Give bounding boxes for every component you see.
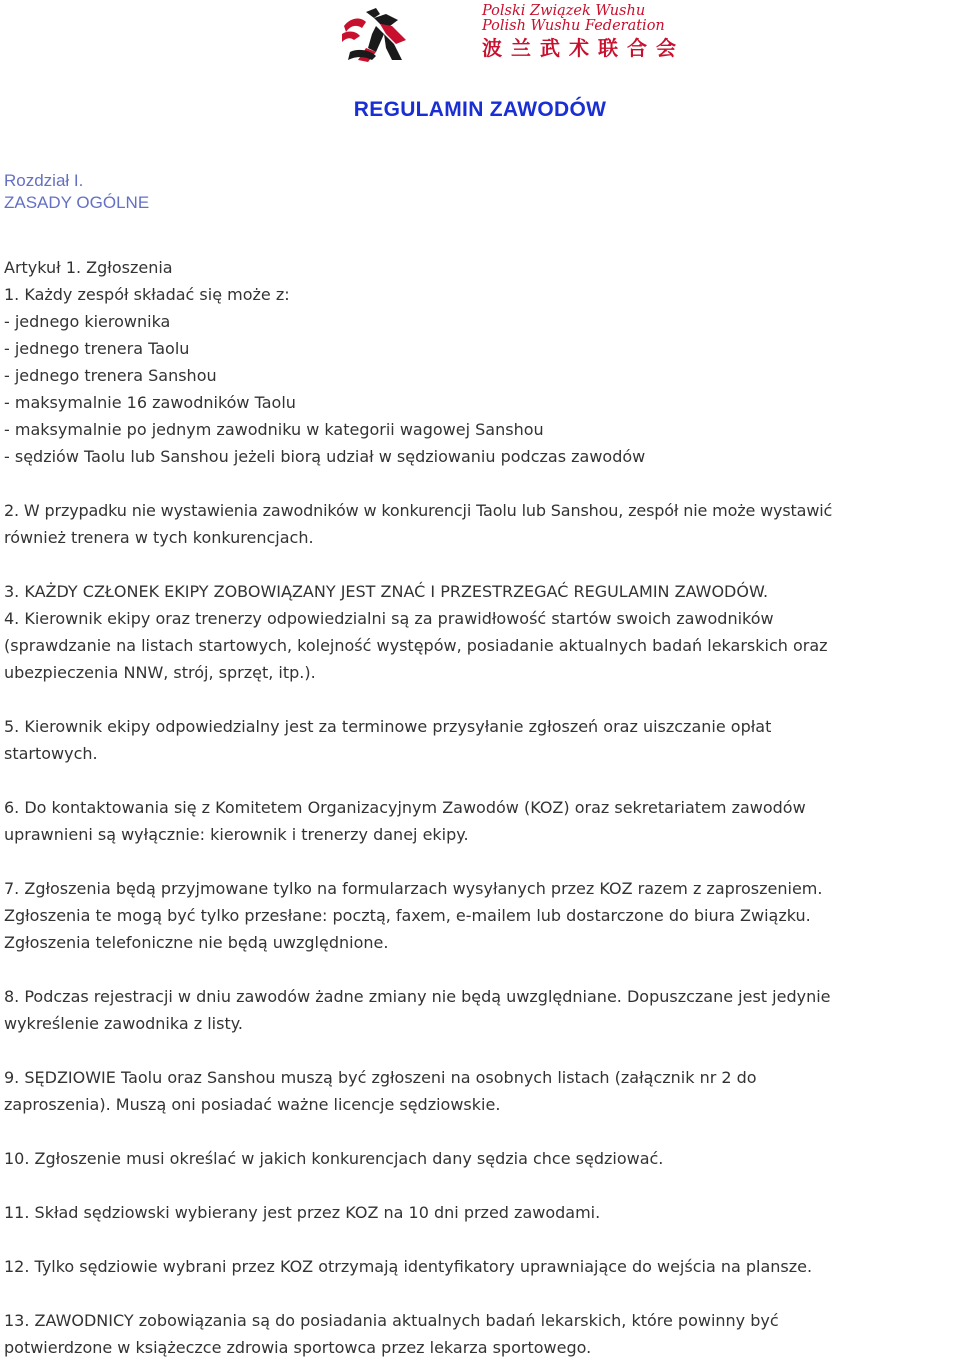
article-heading: Artykuł 1. Zgłoszenia <box>4 258 173 277</box>
list-item: - jednego trenera Sanshou <box>4 366 217 385</box>
item-8: 8. Podczas rejestracji w dniu zawodów żadne zmiany nie będą uwzględniane. Dopuszczane jest jedynie wykreślenie zawodnika z listy. <box>4 987 831 1033</box>
item-2: 2. W przypadku nie wystawienia zawodników w konkurencji Taolu lub Sanshou, zespół nie może wystawić również trenera w tych konkurencjach. <box>4 501 833 547</box>
item-1 <box>4 281 960 470</box>
item-1-intro: 1. Każdy zespół składać się może z: <box>4 285 290 304</box>
item-4: 4. Kierownik ekipy oraz trenerzy odpowiedzialni są za prawidłowość startów swoich zawodników (sprawdzanie na listach startowych, kolejność występów, posiadanie aktualnych badań lekarskich oraz ubezpieczenia NNW, strój, sprzęt, itp.). <box>4 609 828 682</box>
item-12: 12. Tylko sędziowie wybrani przez KOZ otrzymają identyfikatory uprawniające do wejścia na plansze. <box>4 1257 813 1276</box>
document-title: REGULAMIN ZAWODÓW <box>353 98 607 121</box>
item-11: 11. Skład sędziowski wybierany jest przez KOZ na 10 dni przed zawodami. <box>4 1203 601 1222</box>
item-10: 10. Zgłoszenie musi określać w jakich konkurencjach dany sędzia chce sędziować. <box>4 1149 664 1168</box>
list-item: - maksymalnie po jednym zawodniku w kategorii wagowej Sanshou <box>4 420 544 439</box>
item-6: 6. Do kontaktowania się z Komitetem Organizacyjnym Zawodów (KOZ) oraz sekretariatem zawodów uprawnieni są wyłącznie: kierownik i trenerzy danej ekipy. <box>4 798 806 844</box>
org-name-en: Polish Wushu Federation <box>482 18 665 34</box>
wushu-fighter-emblem-icon <box>336 4 416 64</box>
chapter-label: Rozdział I. <box>4 171 84 190</box>
list-item: - sędziów Taolu lub Sanshou jeżeli biorą udział w sędziowaniu podczas zawodów <box>4 447 646 466</box>
item-9: 9. SĘDZIOWIE Taolu oraz Sanshou muszą być zgłoszeni na osobnych listach (załącznik nr 2 do zaproszenia). Muszą oni posiadać ważne licencje sędziowskie. <box>4 1068 757 1114</box>
item-13: 13. ZAWODNICY zobowiązania są do posiadania aktualnych badań lekarskich, które powinny być potwierdzone w książeczce zdrowia sportowca przez lekarza sportowego. <box>4 1311 779 1357</box>
logo-text <box>482 4 696 60</box>
list-item: - jednego kierownika <box>4 312 171 331</box>
list-item: - jednego trenera Taolu <box>4 339 190 358</box>
item-3: 3. KAŻDY CZŁONEK EKIPY ZOBOWIĄZANY JEST ZNAĆ I PRZESTRZEGAĆ REGULAMIN ZAWODÓW. <box>4 582 769 601</box>
chapter-name: ZASADY OGÓLNE <box>4 193 150 212</box>
org-name-cn: 波兰武术联合会 <box>482 36 685 60</box>
chapter-heading <box>4 170 149 214</box>
item-7: 7. Zgłoszenia będą przyjmowane tylko na formularzach wysyłanych przez KOZ razem z zaproszeniem. Zgłoszenia te mogą być tylko przesłane: pocztą, faxem, e-mailem lub dostarczone do biura Związku. Zgłoszenia telefoniczne nie będą uwzględnione. <box>4 879 823 952</box>
header-logo <box>336 4 696 64</box>
article-content <box>4 254 960 1361</box>
item-5: 5. Kierownik ekipy odpowiedzialny jest za terminowe przysyłanie zgłoszeń oraz uiszczanie opłat startowych. <box>4 717 772 763</box>
list-item: - maksymalnie 16 zawodników Taolu <box>4 393 296 412</box>
org-name-pl: Polski Związek Wushu <box>482 3 646 19</box>
